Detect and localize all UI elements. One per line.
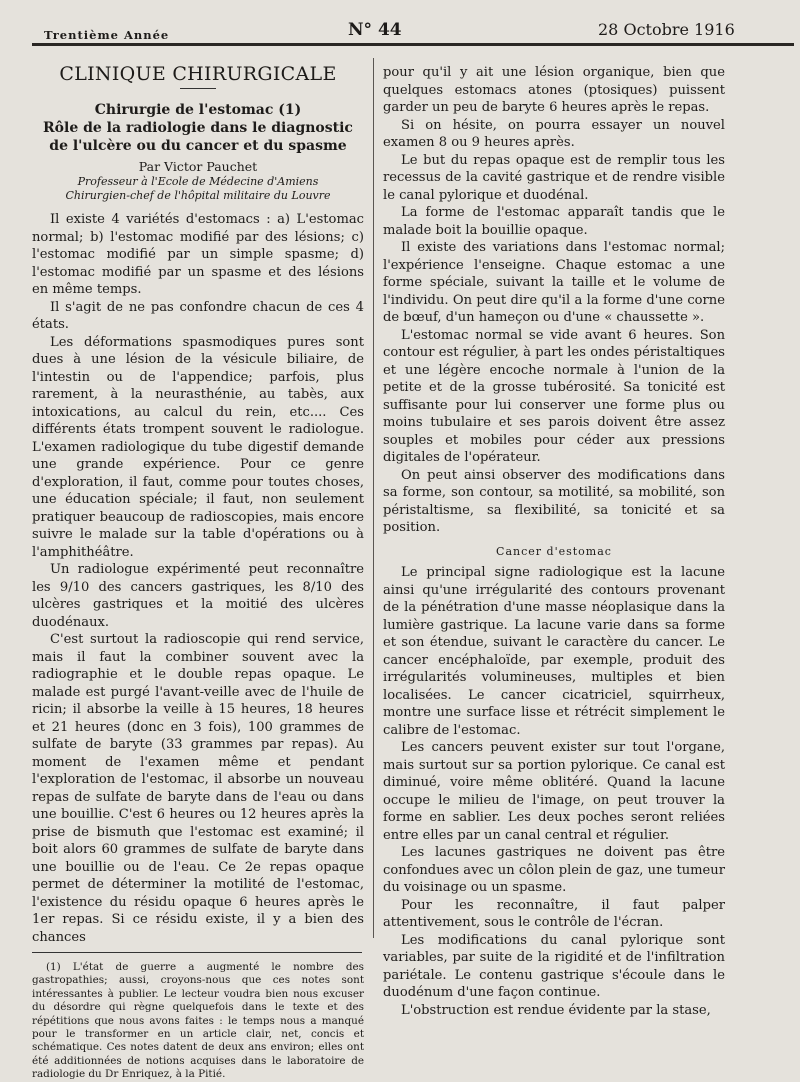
column-divider <box>373 58 374 938</box>
author-affiliation-1: Professeur à l'Ecole de Médecine d'Amiens <box>77 175 319 188</box>
paragraph: Le principal signe radiologique est la lacune ainsi qu'une irrégularité des contours provenant de la pénétration d'une masse néoplasique dans la lumière gastrique. La lacune varie dans sa forme et son étendue, suivant le caractère du cancer. Le cancer encéphaloïde, par exemple, produit des irrégularités volumineuses, multiples et bien localisées. Le cancer cicatriciel, squirrheux, montre une surface lisse et rétrécit simplement le calibre de l'estomac. <box>383 565 725 738</box>
right-column <box>383 64 725 1019</box>
section-rule <box>180 88 216 89</box>
author-affiliation-2: Chirurgien-chef de l'hôpital militaire du Louvre <box>65 189 331 202</box>
left-column <box>32 60 364 1082</box>
paragraph: On peut ainsi observer des modifications dans sa forme, son contour, sa motilité, sa mobilité, son péristaltisme, sa flexibilité, sa tonicité et sa position. <box>383 467 725 535</box>
paragraph: Il existe 4 variétés d'estomacs : a) L'estomac normal; b) l'estomac modifié par des lésions; c) l'estomac modifié par un simple spasme; d) l'estomac modifié par un spasme et des lésions en même temps. <box>32 212 364 297</box>
header-rule <box>32 43 794 46</box>
paragraph: Les cancers peuvent exister sur tout l'organe, mais surtout sur sa portion pylorique. Ce canal est diminué, voire même oblitéré. Quand la lacune occupe le milieu de l'image, on peut trouver la forme en sablier. Les deux poches seront reliées entre elles par un canal central et régulier. <box>383 740 725 843</box>
paragraph: C'est surtout la radioscopie qui rend service, mais il faut la combiner souvent avec la radiographie et le double repas opaque. Le malade est purgé l'avant-veille avec de l'huile de ricin; il absorbe la veille à 15 heures, 18 heures et 21 heures (donc en 3 fois), 100 grammes de sulfate de baryte (33 grammes par repas). Au moment de l'examen même et pendant l'exploration de l'estomac, il absorbe un nouveau repas de sulfate de baryte dans de l'eau ou dans une bouillie. C'est 6 heures ou 12 heures après la prise de bismuth que l'estomac est examiné; il boit alors 60 grammes de sulfate de baryte dans une bouillie ou de l'eau. Ce 2e repas opaque permet de déterminer la motilité de l'estomac, l'existence du résidu opaque 6 heures après le 1er repas. Si ce résidu existe, il y a bien des chances <box>32 632 364 945</box>
issue-number: N° 44 <box>348 20 402 40</box>
paragraph: L'obstruction est rendue évidente par la stase, <box>401 1002 711 1018</box>
article-author: Par Victor Pauchet <box>138 158 258 174</box>
footnote: (1) L'état de guerre a augmenté le nombre des gastropathies; aussi, croyons-nous que ces notes sont intéressantes à publier. Le lecteur voudra bien nous excuser du désordre qui règne quelquefois dans le texte et des répétitions que nous avons faites : le temps nous a manqué pour le transformer en un article clair, net, concis et schématique. Ces notes datent de deux ans environ; elles ont été additionnées de notions acquises dans le laboratoire de radiologie du Dr Enriquez, à la Pitié. <box>32 961 364 1081</box>
paragraph: Les lacunes gastriques ne doivent pas être confondues avec un côlon plein de gaz, une tumeur du voisinage ou un spasme. <box>383 845 725 895</box>
section-title: CLINIQUE CHIRURGICALE <box>59 63 337 85</box>
issue-date: 28 Octobre 1916 <box>598 20 735 39</box>
subheading-cancer: Cancer d'estomac <box>496 544 612 558</box>
article-title-line-1: Chirurgie de l'estomac (1) <box>94 101 302 118</box>
paragraph: Pour les reconnaître, il faut palper attentivement, sous le contrôle de l'écran. <box>383 897 725 930</box>
paragraph: La forme de l'estomac apparaît tandis que le malade boit la bouillie opaque. <box>383 205 725 238</box>
paragraph: Il existe des variations dans l'estomac normal; l'expérience l'enseigne. Chaque estomac a une forme spéciale, suivant la taille et le volume de l'individu. On peut dire qu'il a la forme d'une corne de bœuf, d'un hameçon ou d'une « chaussette ». <box>383 240 725 325</box>
article-title-line-2: Rôle de la radiologie dans le diagnostic <box>43 119 353 136</box>
article-title-line-3: de l'ulcère ou du cancer et du spasme <box>49 137 347 154</box>
volume-label: Trentième Année <box>44 28 170 42</box>
paragraph: Les déformations spasmodiques pures sont dues à une lésion de la vésicule biliaire, de l'intestin ou de l'appendice; parfois, plus rarement, à la neurasthénie, au tabès, aux intoxications, au calcul du rein, etc.... Ces différents états trompent souvent le radiologue. L'examen radiologique du tube digestif demande une grande expérience. Pour ce genre d'exploration, il faut, comme pour toutes choses, une éducation spéciale; il faut, non seulement pratiquer beaucoup de radioscopies, mais encore suivre le malade sur la table d'opérations ou à l'amphithéâtre. <box>32 334 364 560</box>
paragraph: Les modifications du canal pylorique sont variables, par suite de la rigidité et de l'infiltration pariétale. Le contenu gastrique s'écoule dans le duodénum d'une façon continue. <box>383 932 725 1000</box>
footnote-rule <box>32 952 362 953</box>
paragraph: Le but du repas opaque est de remplir tous les recessus de la cavité gastrique et de rendre visible le canal pylorique et duodénal. <box>383 152 725 203</box>
paragraph: pour qu'il y ait une lésion organique, bien que quelques estomacs atones (ptosiques) puissent garder un peu de baryte 6 heures après le repas. <box>383 65 725 115</box>
page-header <box>0 0 800 48</box>
paragraph: Il s'agit de ne pas confondre chacun de ces 4 états. <box>32 299 364 332</box>
paragraph: L'estomac normal se vide avant 6 heures. Son contour est régulier, à part les ondes péristaltiques et une légère encoche normale à l'union de la petite et de la grosse tubérosité. Sa tonicité est suffisante pour lui conserver une forme plus ou moins tubulaire et ses parois doivent être assez souples et mobiles pour céder aux pressions digitales de l'opérateur. <box>383 327 725 465</box>
paragraph: Un radiologue expérimenté peut reconnaître les 9/10 des cancers gastriques, les 8/10 des ulcères gastriques et la moitié des ulcères duodénaux. <box>32 562 364 630</box>
paragraph: Si on hésite, on pourra essayer un nouvel examen 8 ou 9 heures après. <box>383 117 725 150</box>
